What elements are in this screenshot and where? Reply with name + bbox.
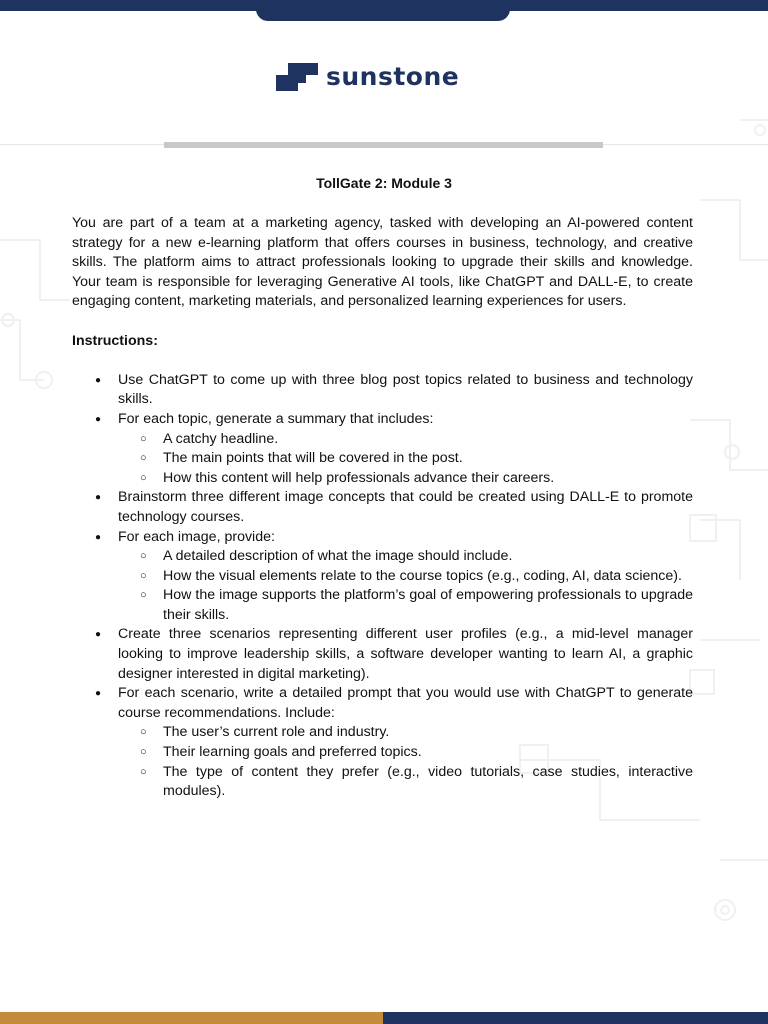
footer-bar-navy	[383, 1012, 768, 1024]
sub-list	[118, 723, 693, 801]
instruction-text: For each image, provide:	[118, 528, 275, 545]
instruction-text: Brainstorm three different image concepts that could be created using DALL-E to promote technology courses.	[118, 489, 693, 525]
document-title: TollGate 2: Module 3	[316, 175, 452, 191]
sub-item: ○ Their learning goals and preferred topics.	[163, 743, 693, 763]
instruction-item	[118, 488, 693, 527]
sunstone-logo	[276, 62, 459, 92]
instruction-item	[118, 528, 693, 626]
sub-item: ○ How the image supports the platform’s goal of empowering professionals to upgrade their skills.	[163, 586, 693, 625]
sub-item: ○ The main points that will be covered in the post.	[163, 449, 693, 469]
brand-name: sunstone	[326, 62, 460, 91]
instructions-heading: Instructions:	[72, 332, 158, 349]
sub-item: ○ The user’s current role and industry.	[163, 723, 693, 743]
sub-list	[118, 547, 693, 625]
intro-paragraph: You are part of a team at a marketing agency, tasked with developing an AI-powered content strategy for a new e-learning platform that offers courses in business, technology, and creative skills. The platform aims to attract professionals looking to upgrade their skills and knowledge. Your team is responsible for leveraging Generative AI tools, like ChatGPT and DALL-E, to create engaging content, marketing materials, and personalized learning experiences for users.	[72, 215, 693, 310]
header-grey-bar	[164, 142, 603, 148]
instructions-list	[72, 371, 693, 802]
instruction-text: Create three scenarios representing different user profiles (e.g., a mid-level manager looking to improve leadership skills, a software developer wanting to learn AI, a graphic designer interested in digital marketing).	[118, 626, 693, 682]
sub-item: ○ How this content will help professionals advance their careers.	[163, 469, 693, 489]
sub-list	[118, 430, 693, 489]
sub-item: ○ A detailed description of what the image should include.	[163, 547, 693, 567]
sub-item: ○ The type of content they prefer (e.g., video tutorials, case studies, interactive modules).	[163, 763, 693, 802]
sunstone-stairs-icon	[276, 63, 318, 91]
instruction-text: Use ChatGPT to come up with three blog post topics related to business and technology skills.	[118, 371, 693, 408]
instruction-item	[118, 410, 693, 488]
footer-bar-gold	[0, 1012, 383, 1024]
top-tab	[256, 0, 510, 21]
instruction-item	[118, 371, 693, 410]
sub-item: ○ How the visual elements relate to the course topics (e.g., coding, AI, data science).	[163, 567, 693, 587]
sub-item: ○ A catchy headline.	[163, 430, 693, 450]
instruction-text: For each scenario, write a detailed prompt that you would use with ChatGPT to generate course recommendations. Include:	[118, 685, 693, 721]
instruction-item	[118, 625, 693, 684]
instruction-item	[118, 684, 693, 802]
instruction-text: For each topic, generate a summary that includes:	[118, 410, 434, 427]
document-body	[72, 214, 693, 802]
